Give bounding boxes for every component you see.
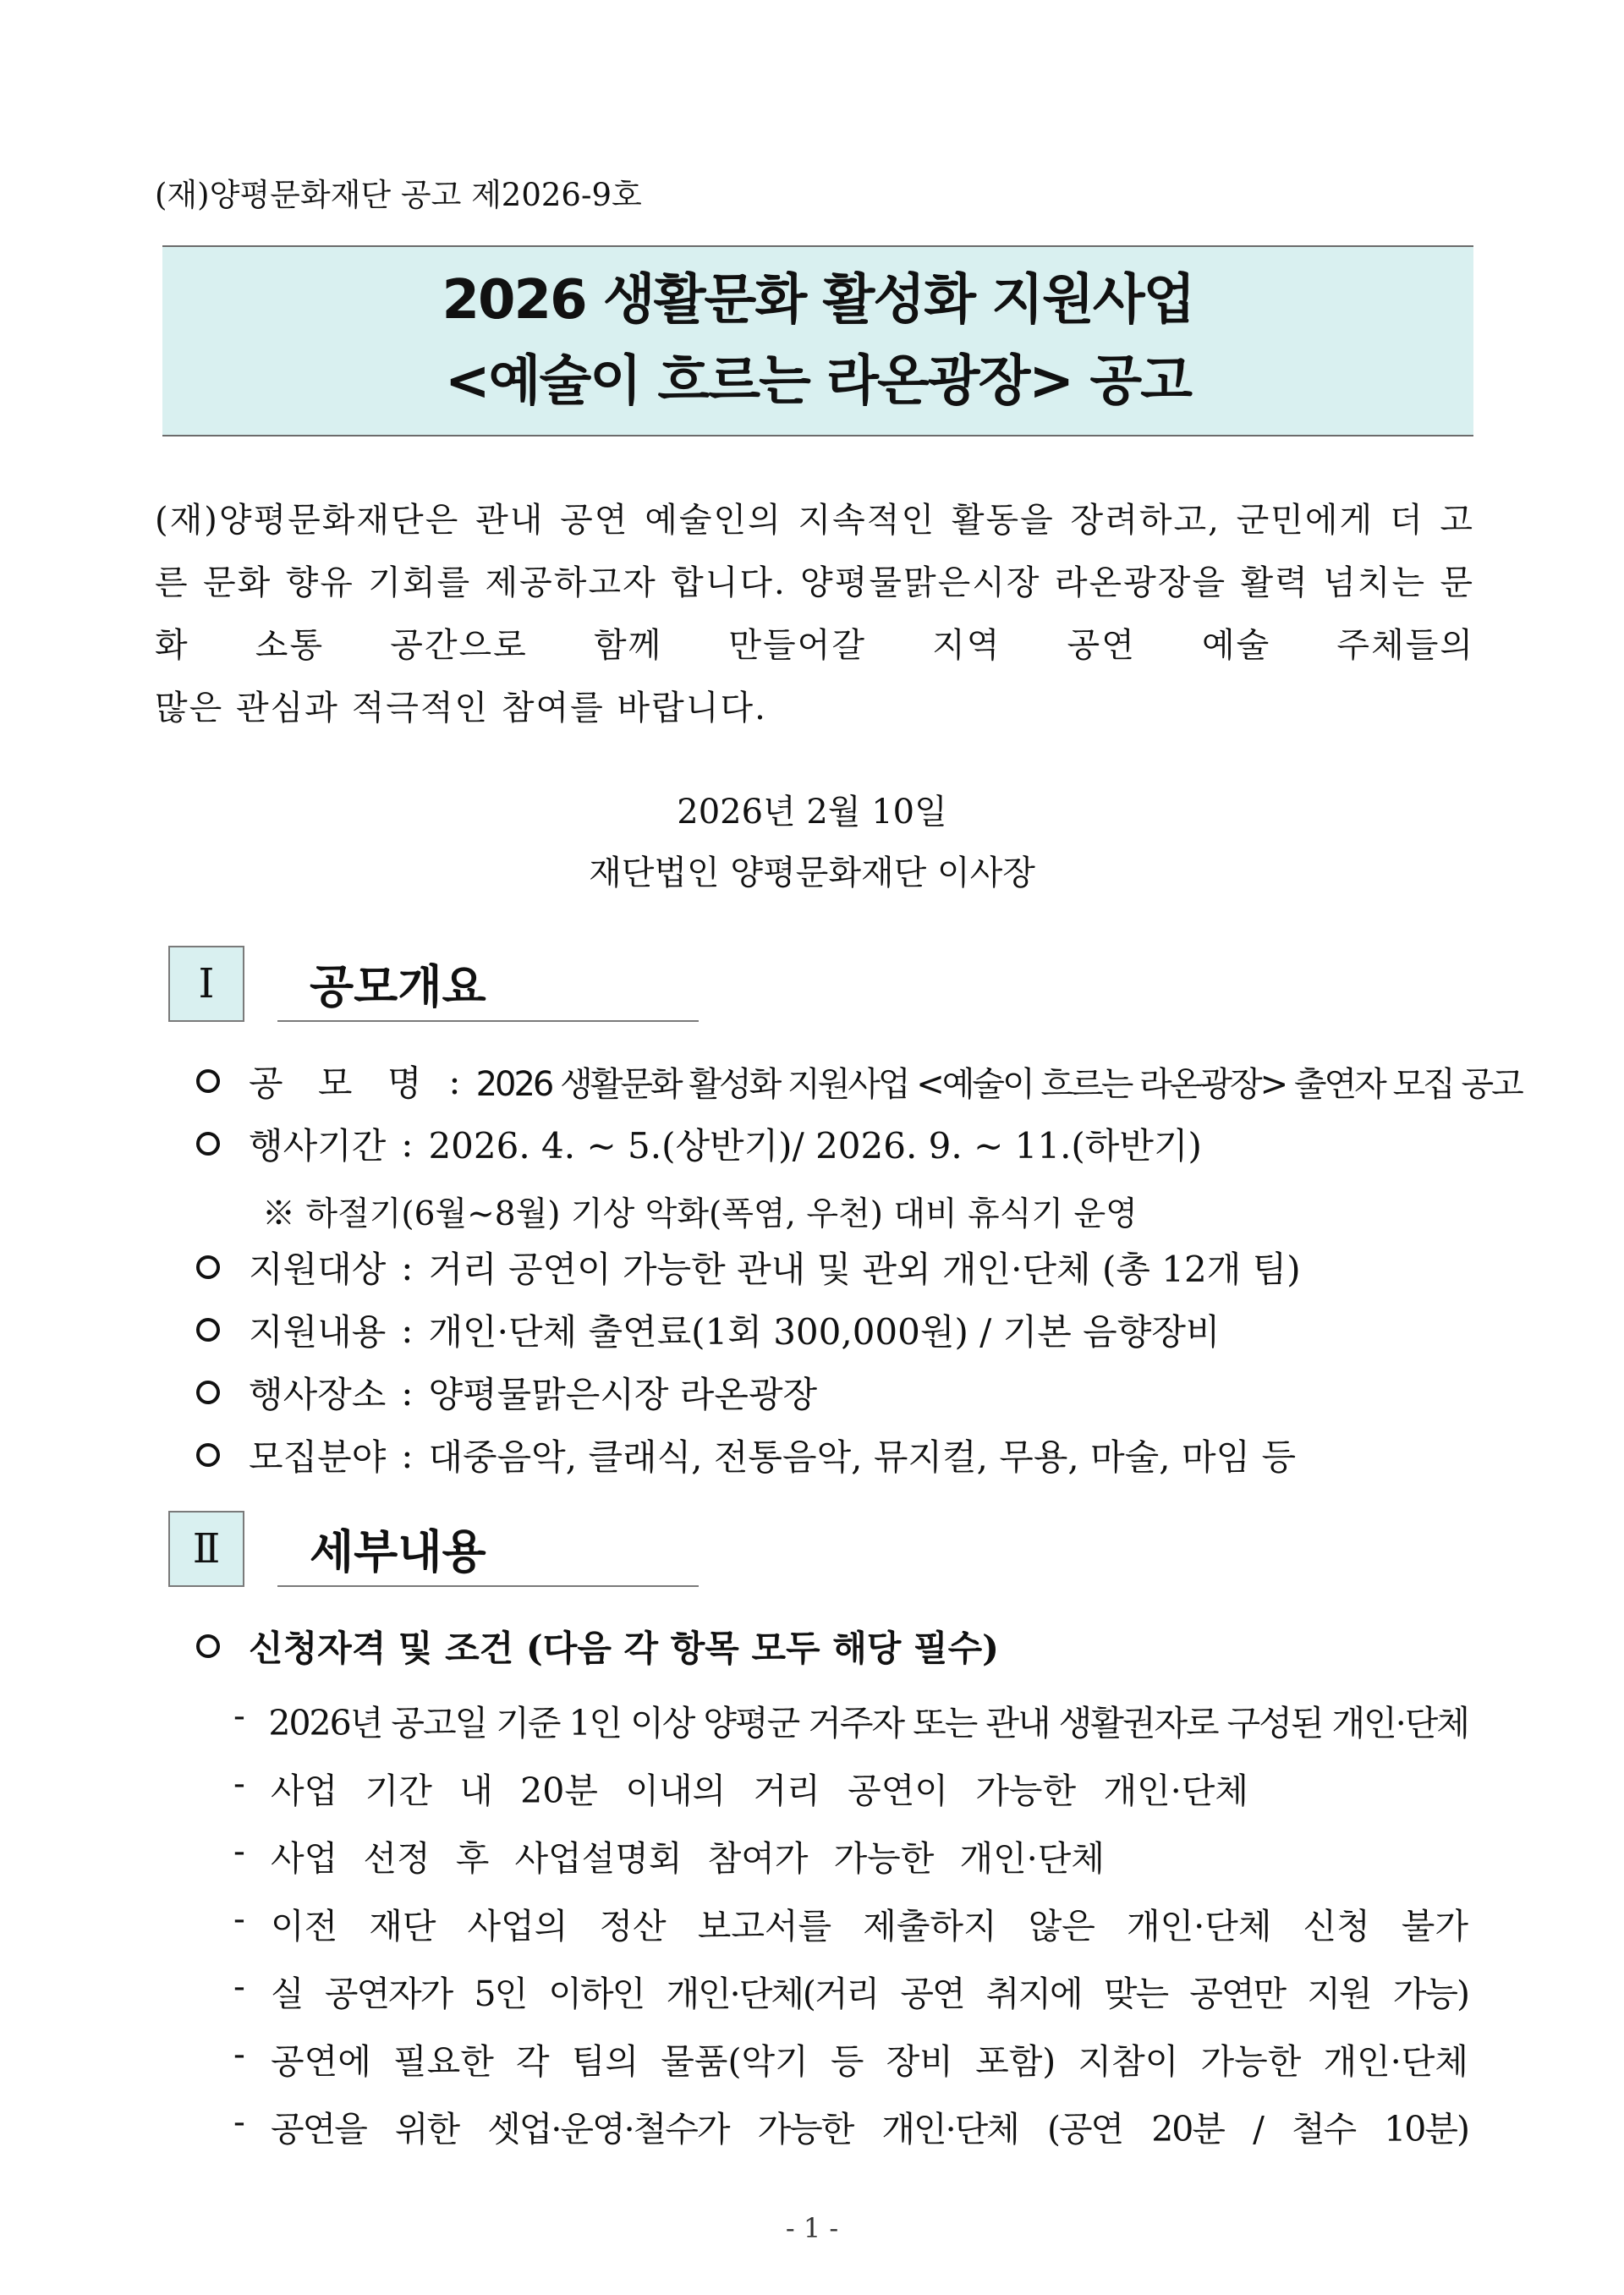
- list-item: [196, 1430, 1296, 1480]
- list-item: [233, 2101, 1468, 2151]
- section-2-numeral: Ⅱ: [192, 1525, 221, 1573]
- list-item: [233, 1695, 1468, 1745]
- dash-marker: -: [233, 1695, 245, 1736]
- dash-marker: -: [233, 2034, 245, 2074]
- issuer: 재단법인 양평문화재단 이사장: [589, 854, 1035, 892]
- item-separator: :: [401, 1309, 414, 1351]
- list-item: [196, 1367, 817, 1418]
- item-text: 사업 선정 후 사업설명회 참여가 가능한 개인·단체: [271, 1838, 1105, 1879]
- intro-line: (재)양평문화재단은 관내 공연 예술인의 지속적인 활동을 장려하고, 군민에게: [155, 501, 1374, 540]
- item-separator: :: [448, 1060, 461, 1102]
- list-item: [233, 1763, 1248, 1813]
- item-text: 실 공연자가 5인 이하인 개인·단체(거리 공연 취지에 맞는 공연만 지원 가능): [271, 1974, 1468, 2014]
- subheading-text: 신청자격 및 조건 (다음 각 항목 모두 해당 필수): [249, 1628, 1000, 1669]
- bullet-circle-icon: [196, 1069, 220, 1093]
- intro-line: 많은 관심과 적극적인 참여를 바랍니다.: [155, 689, 767, 727]
- dash-marker: -: [233, 2101, 245, 2142]
- item-value: 대중음악, 클래식, 전통음악, 뮤지컬, 무용, 마술, 마임 등: [428, 1436, 1297, 1478]
- bullet-circle-icon: [196, 1443, 220, 1467]
- bullet-circle-icon: [196, 1132, 220, 1156]
- section-1-title: 공모개요: [310, 960, 486, 1013]
- item-separator: :: [401, 1371, 414, 1414]
- item-value: 양평물맑은시장 라온광장: [428, 1374, 818, 1415]
- item-label: 행사기간: [249, 1125, 387, 1167]
- item-separator: :: [401, 1246, 414, 1288]
- section-1-numeral-box: [168, 946, 244, 1022]
- list-item: [196, 1304, 1220, 1355]
- item-value: 2026. 4. ~ 5.(상반기)/ 2026. 9. ~ 11.(하반기): [428, 1125, 1202, 1167]
- eligibility-subheading: [196, 1621, 999, 1672]
- notice-date: 2026년 2월 10일: [677, 793, 947, 832]
- item-text: 공연을 위한 셋업·운영·철수가 가능한 개인·단체 (공연 20분 / 철수 10분): [271, 2109, 1468, 2150]
- item-text: 사업 기간 내 20분 이내의 거리 공연이 가능한 개인·단체: [271, 1771, 1248, 1811]
- item-value: 2026 생활문화 활성화 지원사업 <예술이 흐르는 라온광장> 출연자 모집 공고: [475, 1064, 1522, 1104]
- bullet-circle-icon: [196, 1318, 220, 1342]
- dash-marker: -: [233, 1763, 245, 1804]
- list-item: [196, 1118, 1202, 1169]
- bullet-circle-icon: [196, 1255, 220, 1279]
- list-item: [233, 1898, 1468, 1948]
- notice-number: (재)양평문화재단 공고 제2026-9호: [155, 177, 642, 213]
- list-item: [233, 2034, 1468, 2084]
- section-1-rule: [277, 1020, 699, 1022]
- item-note: ※ 하절기(6월~8월) 기상 악화(폭염, 우천) 대비 휴식기 운영: [262, 1195, 1138, 1233]
- item-label: 모집분야: [249, 1436, 387, 1478]
- intro-paragraph: [155, 489, 1474, 739]
- item-text: 공연에 필요한 각 팀의 물품(악기 등 장비 포함) 지참이 가능한 개인·단체: [271, 2041, 1468, 2082]
- title-box: [162, 245, 1473, 436]
- dash-marker: -: [233, 1898, 245, 1939]
- item-text: 이전 재단 사업의 정산 보고서를 제출하지 않은 개인·단체 신청 불가: [271, 1906, 1468, 1946]
- dash-marker: -: [233, 1831, 245, 1871]
- list-item: [233, 1831, 1105, 1880]
- intro-line: 더 고른 문화 향유 기회를 제공하고자 합니다. 양평물맑은시장 라온광장을: [155, 501, 1475, 602]
- item-label: 지원대상: [249, 1249, 387, 1290]
- list-item: [233, 1966, 1468, 2016]
- title-line-1: 2026 생활문화 활성화 지원사업: [442, 269, 1194, 332]
- dash-marker: -: [233, 1966, 245, 2007]
- section-2-numeral-box: [168, 1511, 244, 1587]
- bullet-circle-icon: [196, 1634, 220, 1658]
- list-item: [196, 1056, 1522, 1106]
- title-line-2: <예술이 흐르는 라온광장> 공고: [445, 350, 1191, 413]
- intro-line: 활력 넘치는 문화 소통 공간으로 함께 만들어갈 지역 공연 예술 주체들의: [155, 563, 1474, 665]
- item-value: 거리 공연이 가능한 관내 및 관외 개인·단체 (총 12개 팀): [428, 1249, 1301, 1290]
- section-2-rule: [277, 1585, 699, 1587]
- bullet-circle-icon: [196, 1381, 220, 1404]
- item-label: 공 모 명: [249, 1062, 434, 1104]
- list-item: [196, 1242, 1301, 1293]
- item-separator: :: [401, 1434, 414, 1476]
- item-label: 지원내용: [249, 1311, 387, 1353]
- page-number: - 1 -: [785, 2212, 839, 2244]
- item-text: 2026년 공고일 기준 1인 이상 양평군 거주자 또는 관내 생활권자로 구성된 개인·단체: [268, 1703, 1468, 1743]
- item-label: 행사장소: [249, 1374, 387, 1415]
- item-value: 개인·단체 출연료(1회 300,000원) / 기본 음향장비: [428, 1311, 1221, 1353]
- section-1-numeral: Ⅰ: [198, 960, 215, 1007]
- section-2-title: 세부내용: [310, 1525, 486, 1578]
- item-separator: :: [401, 1123, 414, 1165]
